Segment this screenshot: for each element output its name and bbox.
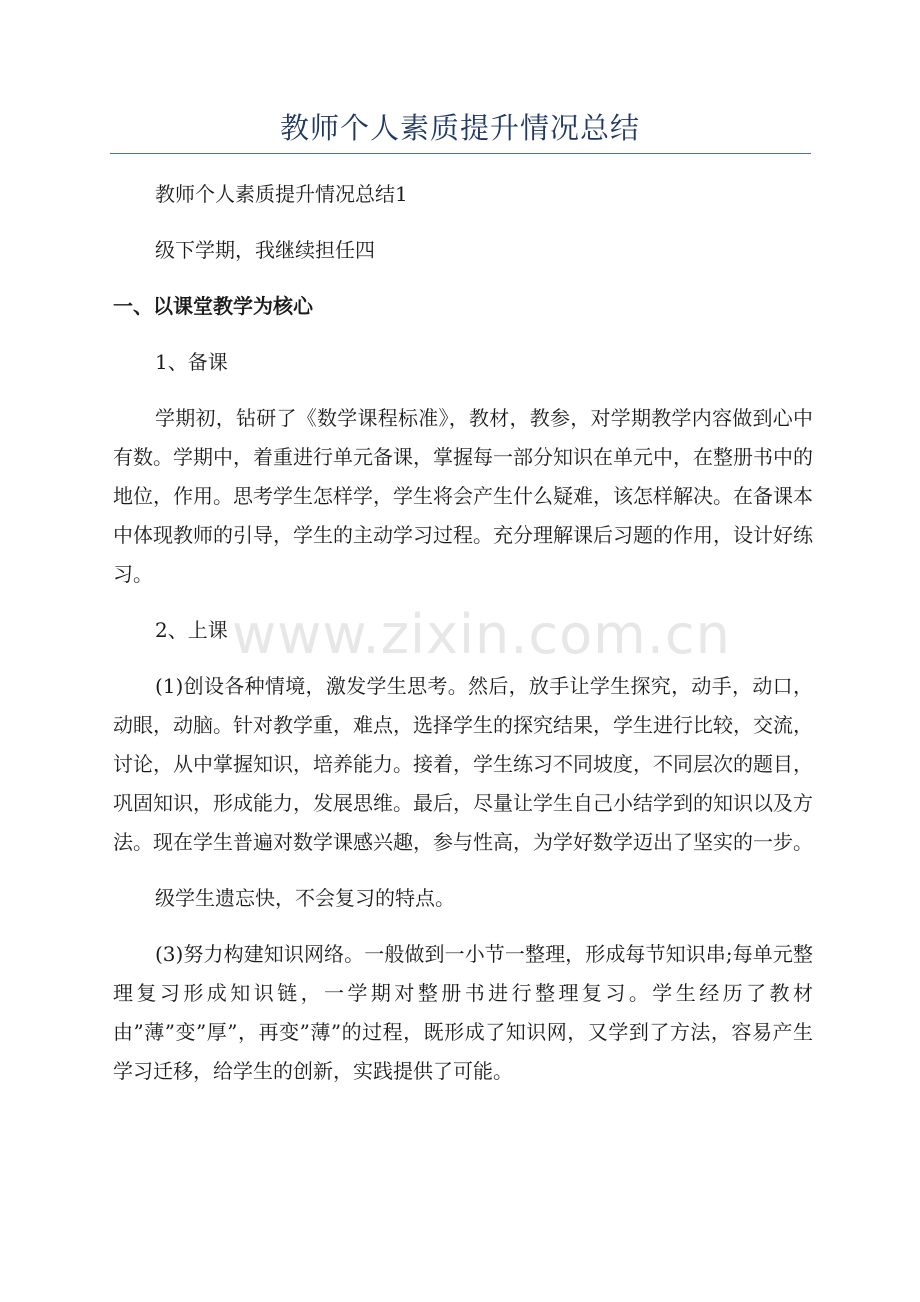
paragraph-intro: 级下学期，我继续担任四 [155, 238, 375, 262]
paragraph-class-1: (1)创设各种情境，激发学生思考。然后，放手让学生探究，动手，动口，动眼，动脑。针对教学重，难点，选择学生的探究结果，学生进行比较，交流，讨论，从中掌握知识，培养能力。接着，学生练习不同坡度，不同层次的题目，巩固知识，形成能力，发展思维。最后，尽量让学生自己小结学到的知识以及方法。现在学生普遍对数学课感兴趣，参与性高，为学好数学迈出了坚实的一步。 [113, 674, 813, 854]
paragraph-preparation: 学期初，钻研了《数学课程标准》，教材，教参，对学期教学内容做到心中有数。学期中，着重进行单元备课，掌握每一部分知识在单元中，在整册书中的地位，作用。思考学生怎样学，学生将会产生什么疑难，该怎样解决。在备课本中体现教师的引导，学生的主动学习过程。充分理解课后习题的作用，设计好练习。 [113, 406, 813, 586]
section-heading: 一、以课堂教学为核心 [113, 294, 313, 318]
title-underline [110, 153, 811, 154]
document-title: 教师个人素质提升情况总结 [279, 111, 640, 145]
subsection-heading-preparation: 1、备课 [155, 350, 228, 374]
paragraph-class-3: (3)努力构建知识网络。一般做到一小节一整理，形成每节知识串;每单元整理复习形成知识链，一学期对整册书进行整理复习。学生经历了教材由”薄”变”厚”，再变”薄”的过程，既形成了知识网，又学到了方法，容易产生学习迁移，给学生的创新，实践提供了可能。 [113, 942, 813, 1083]
watermark: www.zixin.com.cn [232, 603, 731, 666]
paragraph-subtitle: 教师个人素质提升情况总结1 [155, 182, 408, 206]
paragraph-class-2: 级学生遗忘快，不会复习的特点。 [155, 886, 455, 910]
document-body [113, 175, 813, 1108]
subsection-heading-class: 2、上课 [155, 618, 228, 642]
